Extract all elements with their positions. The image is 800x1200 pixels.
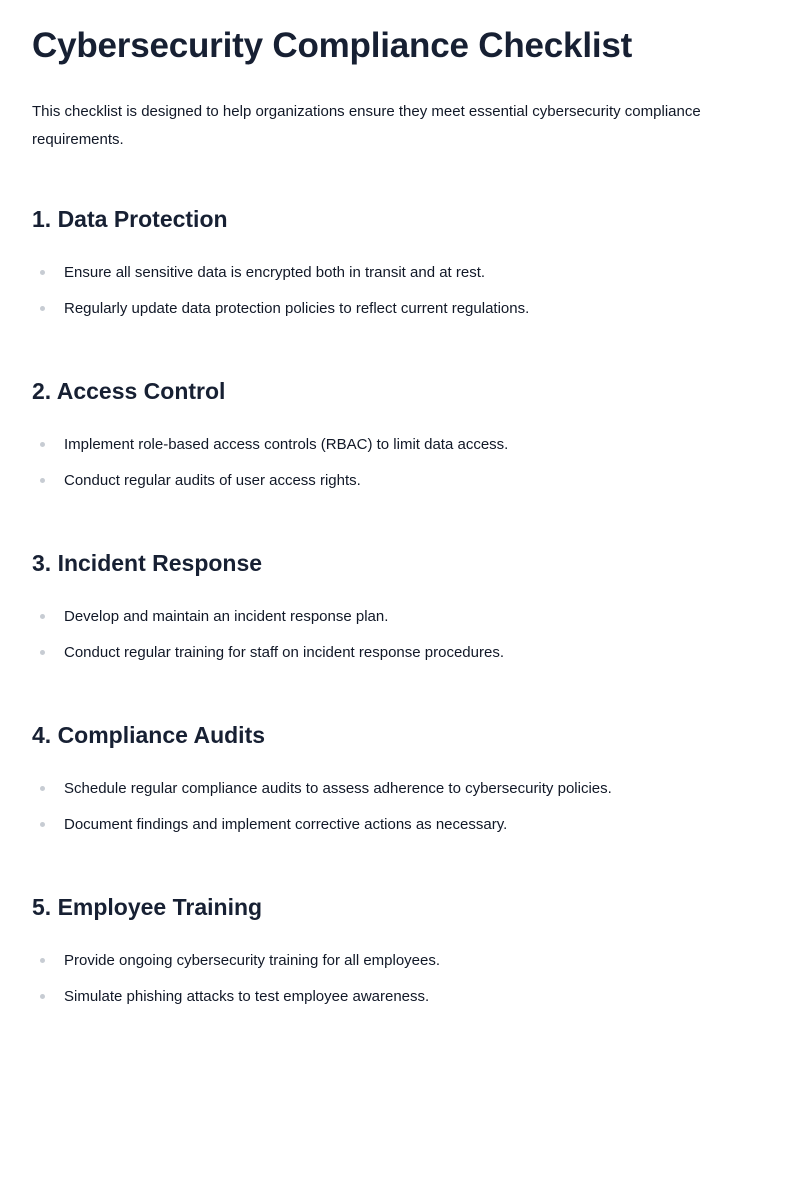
page-title: Cybersecurity Compliance Checklist — [32, 26, 633, 65]
section-heading: 1. Data Protection — [32, 206, 228, 232]
section-heading: 4. Compliance Audits — [32, 722, 266, 748]
section-compliance-audits — [32, 720, 768, 842]
bullet-icon — [40, 306, 45, 311]
section-heading: 5. Employee Training — [32, 894, 263, 920]
checklist-item — [32, 806, 768, 842]
bullet-icon — [40, 442, 45, 447]
checklist-item — [32, 770, 768, 806]
checklist-item-text: Provide ongoing cybersecurity training for all employees. — [64, 951, 441, 969]
checklist-item-text: Implement role-based access controls (RBAC) to limit data access. — [64, 435, 509, 453]
section-access-control — [32, 376, 768, 498]
checklist-item — [32, 462, 768, 498]
section-incident-response — [32, 548, 768, 670]
checklist-item-text: Conduct regular audits of user access rights. — [64, 471, 361, 489]
checklist-item-text: Conduct regular training for staff on incident response procedures. — [64, 643, 504, 661]
section-employee-training — [32, 892, 768, 1014]
checklist — [32, 942, 768, 1014]
checklist-item-text: Regularly update data protection policies to reflect current regulations. — [64, 299, 530, 317]
bullet-icon — [40, 614, 45, 619]
checklist — [32, 598, 768, 670]
bullet-icon — [40, 822, 45, 827]
checklist — [32, 770, 768, 842]
checklist-item — [32, 978, 768, 1014]
section-data-protection — [32, 204, 768, 326]
checklist-item-text: Document findings and implement corrective actions as necessary. — [64, 815, 508, 833]
checklist-item — [32, 254, 768, 290]
bullet-icon — [40, 958, 45, 963]
checklist-item — [32, 426, 768, 462]
bullet-icon — [40, 270, 45, 275]
checklist-item — [32, 290, 768, 326]
checklist-item — [32, 942, 768, 978]
checklist-item-text: Develop and maintain an incident response plan. — [64, 607, 389, 625]
checklist-item — [32, 598, 768, 634]
section-heading: 2. Access Control — [32, 378, 226, 404]
bullet-icon — [40, 994, 45, 999]
section-heading: 3. Incident Response — [32, 550, 263, 576]
checklist-item — [32, 634, 768, 670]
intro-paragraph: This checklist is designed to help organizations ensure they meet essential cybersecurity compliance requirements. — [32, 103, 701, 148]
checklist — [32, 426, 768, 498]
bullet-icon — [40, 650, 45, 655]
checklist-item-text: Simulate phishing attacks to test employee awareness. — [64, 987, 430, 1005]
bullet-icon — [40, 478, 45, 483]
checklist — [32, 254, 768, 326]
bullet-icon — [40, 786, 45, 791]
checklist-item-text: Schedule regular compliance audits to assess adherence to cybersecurity policies. — [64, 779, 612, 797]
checklist-item-text: Ensure all sensitive data is encrypted both in transit and at rest. — [64, 263, 486, 281]
